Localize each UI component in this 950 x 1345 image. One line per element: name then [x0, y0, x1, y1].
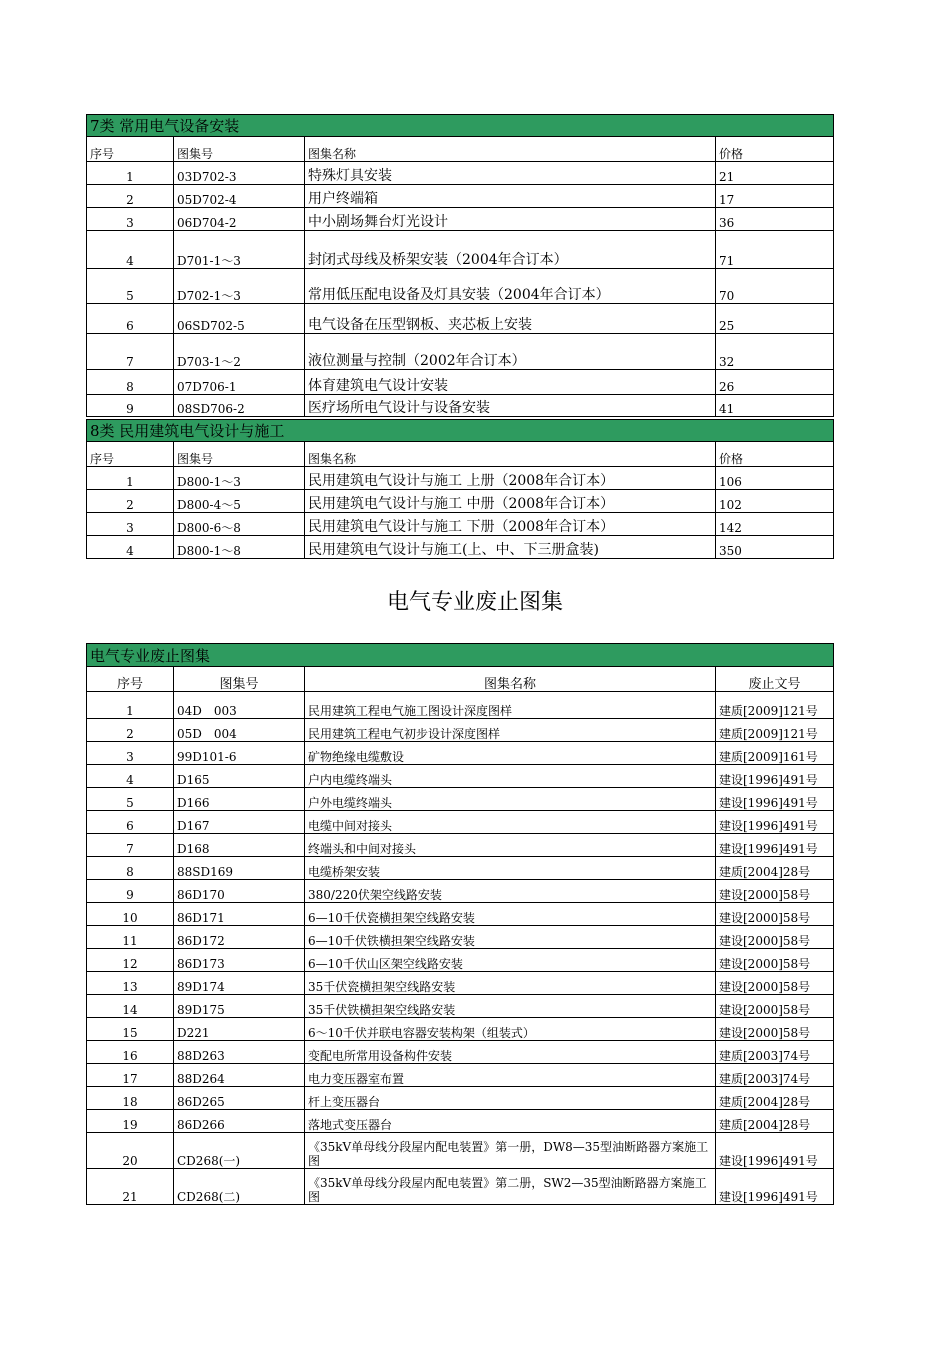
header-name: 图集名称 — [305, 137, 716, 162]
row-value: 36 — [716, 208, 834, 231]
table-row — [87, 857, 834, 880]
atlas-name: 6—10千伏山区架空线路安装 — [305, 949, 716, 972]
row-index: 10 — [87, 903, 174, 926]
atlas-name: 35千伏铁横担架空线路安装 — [305, 995, 716, 1018]
row-index: 4 — [87, 765, 174, 788]
header-name: 图集名称 — [305, 442, 716, 467]
atlas-code: 05D702-4 — [174, 185, 305, 208]
row-index: 4 — [87, 231, 174, 269]
row-index: 7 — [87, 834, 174, 857]
table-row — [87, 370, 834, 395]
table-row — [87, 1087, 834, 1110]
row-index: 16 — [87, 1041, 174, 1064]
row-index: 8 — [87, 370, 174, 395]
row-value: 26 — [716, 370, 834, 395]
atlas-code: D167 — [174, 811, 305, 834]
atlas-name: 电气设备在压型钢板、夹芯板上安装 — [305, 304, 716, 334]
header-row — [87, 137, 834, 162]
atlas-name: 电缆桥架安装 — [305, 857, 716, 880]
atlas-name: 《35kV单母线分段屋内配电装置》第二册，SW2—35型油断路器方案施工图 — [305, 1169, 716, 1205]
row-value: 建设[1996]491号 — [716, 834, 834, 857]
row-value: 建设[1996]491号 — [716, 1133, 834, 1169]
row-value: 建质[2009]121号 — [716, 692, 834, 719]
header-code: 图集号 — [174, 137, 305, 162]
row-index: 13 — [87, 972, 174, 995]
table-row — [87, 1064, 834, 1087]
atlas-name: 医疗场所电气设计与设备安装 — [305, 395, 716, 417]
row-value: 建设[2000]58号 — [716, 926, 834, 949]
atlas-name: 封闭式母线及桥架安装（2004年合订本） — [305, 231, 716, 269]
atlas-code: CD268(二) — [174, 1169, 305, 1205]
table-row — [87, 1041, 834, 1064]
row-index: 1 — [87, 162, 174, 185]
atlas-code: 86D171 — [174, 903, 305, 926]
atlas-name: 6—10千伏铁横担架空线路安装 — [305, 926, 716, 949]
row-index: 3 — [87, 513, 174, 536]
row-value: 建质[2003]74号 — [716, 1064, 834, 1087]
atlas-code: D800-1～8 — [174, 536, 305, 559]
row-index: 3 — [87, 742, 174, 765]
atlas-code: D800-1～3 — [174, 467, 305, 490]
row-value: 142 — [716, 513, 834, 536]
row-index: 12 — [87, 949, 174, 972]
row-index: 21 — [87, 1169, 174, 1205]
atlas-name: 《35kV单母线分段屋内配电装置》第一册，DW8—35型油断路器方案施工图 — [305, 1133, 716, 1169]
section-title: 7类 常用电气设备安装 — [87, 115, 834, 137]
atlas-name: 变配电所常用设备构件安装 — [305, 1041, 716, 1064]
atlas-code: D168 — [174, 834, 305, 857]
table-row — [87, 490, 834, 513]
row-value: 41 — [716, 395, 834, 417]
atlas-code: 88D264 — [174, 1064, 305, 1087]
row-index: 5 — [87, 269, 174, 304]
atlas-code: 88D263 — [174, 1041, 305, 1064]
header-index: 序号 — [87, 137, 174, 162]
row-index: 17 — [87, 1064, 174, 1087]
abolished-title-row — [87, 644, 834, 667]
row-value: 建设[2000]58号 — [716, 1018, 834, 1041]
table-row — [87, 395, 834, 417]
row-value: 25 — [716, 304, 834, 334]
table-row — [87, 231, 834, 269]
table-row — [87, 834, 834, 857]
header-code: 图集号 — [174, 667, 305, 692]
row-value: 17 — [716, 185, 834, 208]
atlas-code: 86D173 — [174, 949, 305, 972]
row-value: 建质[2009]121号 — [716, 719, 834, 742]
atlas-name: 民用建筑电气设计与施工 上册（2008年合订本） — [305, 467, 716, 490]
table-row — [87, 1169, 834, 1205]
atlas-name: 落地式变压器台 — [305, 1110, 716, 1133]
section8-title-row — [87, 420, 834, 442]
table-row — [87, 1133, 834, 1169]
table-row — [87, 742, 834, 765]
row-index: 11 — [87, 926, 174, 949]
atlas-name: 液位测量与控制（2002年合订本） — [305, 334, 716, 370]
header-code: 图集号 — [174, 442, 305, 467]
atlas-code: D702-1～3 — [174, 269, 305, 304]
row-value: 建设[1996]491号 — [716, 1169, 834, 1205]
atlas-name: 6～10千伏并联电容器安装构架（组装式） — [305, 1018, 716, 1041]
table-row — [87, 334, 834, 370]
row-value: 建设[2000]58号 — [716, 972, 834, 995]
table-row — [87, 811, 834, 834]
atlas-code: D800-6～8 — [174, 513, 305, 536]
row-index: 6 — [87, 811, 174, 834]
atlas-name: 特殊灯具安装 — [305, 162, 716, 185]
atlas-name: 矿物绝缘电缆敷设 — [305, 742, 716, 765]
row-index: 2 — [87, 490, 174, 513]
table-row — [87, 995, 834, 1018]
atlas-code: 89D174 — [174, 972, 305, 995]
header-index: 序号 — [87, 442, 174, 467]
row-index: 15 — [87, 1018, 174, 1041]
table-row — [87, 1110, 834, 1133]
atlas-code: D166 — [174, 788, 305, 811]
atlas-name: 体育建筑电气设计安装 — [305, 370, 716, 395]
section8-table — [86, 419, 834, 559]
atlas-code: 86D266 — [174, 1110, 305, 1133]
atlas-name: 杆上变压器台 — [305, 1087, 716, 1110]
row-index: 14 — [87, 995, 174, 1018]
atlas-code: 06SD702-5 — [174, 304, 305, 334]
atlas-code: D221 — [174, 1018, 305, 1041]
row-value: 建设[2000]58号 — [716, 903, 834, 926]
table-row — [87, 903, 834, 926]
row-value: 建设[1996]491号 — [716, 765, 834, 788]
table-row — [87, 467, 834, 490]
row-value: 建质[2004]28号 — [716, 1110, 834, 1133]
header-price: 价格 — [716, 137, 834, 162]
table-row — [87, 536, 834, 559]
abolished-table — [86, 643, 834, 1205]
atlas-code: 04D 003 — [174, 692, 305, 719]
atlas-code: 07D706-1 — [174, 370, 305, 395]
atlas-name: 中小剧场舞台灯光设计 — [305, 208, 716, 231]
section7-table — [86, 114, 834, 417]
table-row — [87, 880, 834, 903]
row-value: 21 — [716, 162, 834, 185]
row-index: 2 — [87, 719, 174, 742]
row-index: 9 — [87, 395, 174, 417]
atlas-code: D800-4～5 — [174, 490, 305, 513]
table-row — [87, 949, 834, 972]
table-row — [87, 162, 834, 185]
atlas-code: 86D170 — [174, 880, 305, 903]
atlas-name: 6—10千伏瓷横担架空线路安装 — [305, 903, 716, 926]
row-value: 71 — [716, 231, 834, 269]
row-index: 8 — [87, 857, 174, 880]
atlas-code: D703-1～2 — [174, 334, 305, 370]
atlas-code: 89D175 — [174, 995, 305, 1018]
atlas-code: 86D172 — [174, 926, 305, 949]
atlas-code: 88SD169 — [174, 857, 305, 880]
row-index: 6 — [87, 304, 174, 334]
row-value: 建设[2000]58号 — [716, 949, 834, 972]
atlas-name: 民用建筑工程电气初步设计深度图样 — [305, 719, 716, 742]
atlas-name: 电缆中间对接头 — [305, 811, 716, 834]
row-index: 1 — [87, 692, 174, 719]
atlas-name: 民用建筑电气设计与施工 中册（2008年合订本） — [305, 490, 716, 513]
atlas-name: 常用低压配电设备及灯具安装（2004年合订本） — [305, 269, 716, 304]
section-title: 电气专业废止图集 — [87, 644, 834, 667]
row-index: 5 — [87, 788, 174, 811]
header-row — [87, 442, 834, 467]
row-index: 1 — [87, 467, 174, 490]
table-row — [87, 765, 834, 788]
row-index: 7 — [87, 334, 174, 370]
table-row — [87, 185, 834, 208]
atlas-name: 民用建筑工程电气施工图设计深度图样 — [305, 692, 716, 719]
row-value: 建质[2004]28号 — [716, 857, 834, 880]
page-title: 电气专业废止图集 — [386, 590, 563, 615]
atlas-name: 户外电缆终端头 — [305, 788, 716, 811]
header-name: 图集名称 — [305, 667, 716, 692]
atlas-code: 86D265 — [174, 1087, 305, 1110]
table-row — [87, 208, 834, 231]
atlas-code: 05D 004 — [174, 719, 305, 742]
atlas-name: 民用建筑电气设计与施工(上、中、下三册盒装) — [305, 536, 716, 559]
row-value: 建质[2003]74号 — [716, 1041, 834, 1064]
atlas-name: 35千伏瓷横担架空线路安装 — [305, 972, 716, 995]
row-index: 4 — [87, 536, 174, 559]
section7-title-row — [87, 115, 834, 137]
table-row — [87, 304, 834, 334]
row-value: 建设[2000]58号 — [716, 880, 834, 903]
row-index: 19 — [87, 1110, 174, 1133]
atlas-code: 06D704-2 — [174, 208, 305, 231]
table-row — [87, 719, 834, 742]
atlas-code: 08SD706-2 — [174, 395, 305, 417]
row-value: 建质[2004]28号 — [716, 1087, 834, 1110]
row-value: 建设[2000]58号 — [716, 995, 834, 1018]
row-value: 建设[1996]491号 — [716, 788, 834, 811]
table-row — [87, 972, 834, 995]
header-row — [87, 667, 834, 692]
table-row — [87, 788, 834, 811]
row-index: 20 — [87, 1133, 174, 1169]
atlas-name: 电力变压器室布置 — [305, 1064, 716, 1087]
table-row — [87, 513, 834, 536]
section-title: 8类 民用建筑电气设计与施工 — [87, 420, 834, 442]
header-price: 废止文号 — [716, 667, 834, 692]
atlas-code: 03D702-3 — [174, 162, 305, 185]
atlas-name: 用户终端箱 — [305, 185, 716, 208]
row-value: 106 — [716, 467, 834, 490]
table-row — [87, 692, 834, 719]
row-index: 3 — [87, 208, 174, 231]
atlas-name: 终端头和中间对接头 — [305, 834, 716, 857]
atlas-name: 户内电缆终端头 — [305, 765, 716, 788]
table-row — [87, 1018, 834, 1041]
row-value: 350 — [716, 536, 834, 559]
atlas-name: 380/220伏架空线路安装 — [305, 880, 716, 903]
atlas-code: 99D101-6 — [174, 742, 305, 765]
row-index: 18 — [87, 1087, 174, 1110]
atlas-name: 民用建筑电气设计与施工 下册（2008年合订本） — [305, 513, 716, 536]
atlas-code: D165 — [174, 765, 305, 788]
header-index: 序号 — [87, 667, 174, 692]
row-value: 102 — [716, 490, 834, 513]
atlas-code: D701-1～3 — [174, 231, 305, 269]
row-value: 32 — [716, 334, 834, 370]
row-index: 9 — [87, 880, 174, 903]
row-index: 2 — [87, 185, 174, 208]
row-value: 建质[2009]161号 — [716, 742, 834, 765]
header-price: 价格 — [716, 442, 834, 467]
table-row — [87, 926, 834, 949]
atlas-code: CD268(一) — [174, 1133, 305, 1169]
table-row — [87, 269, 834, 304]
row-value: 建设[1996]491号 — [716, 811, 834, 834]
row-value: 70 — [716, 269, 834, 304]
